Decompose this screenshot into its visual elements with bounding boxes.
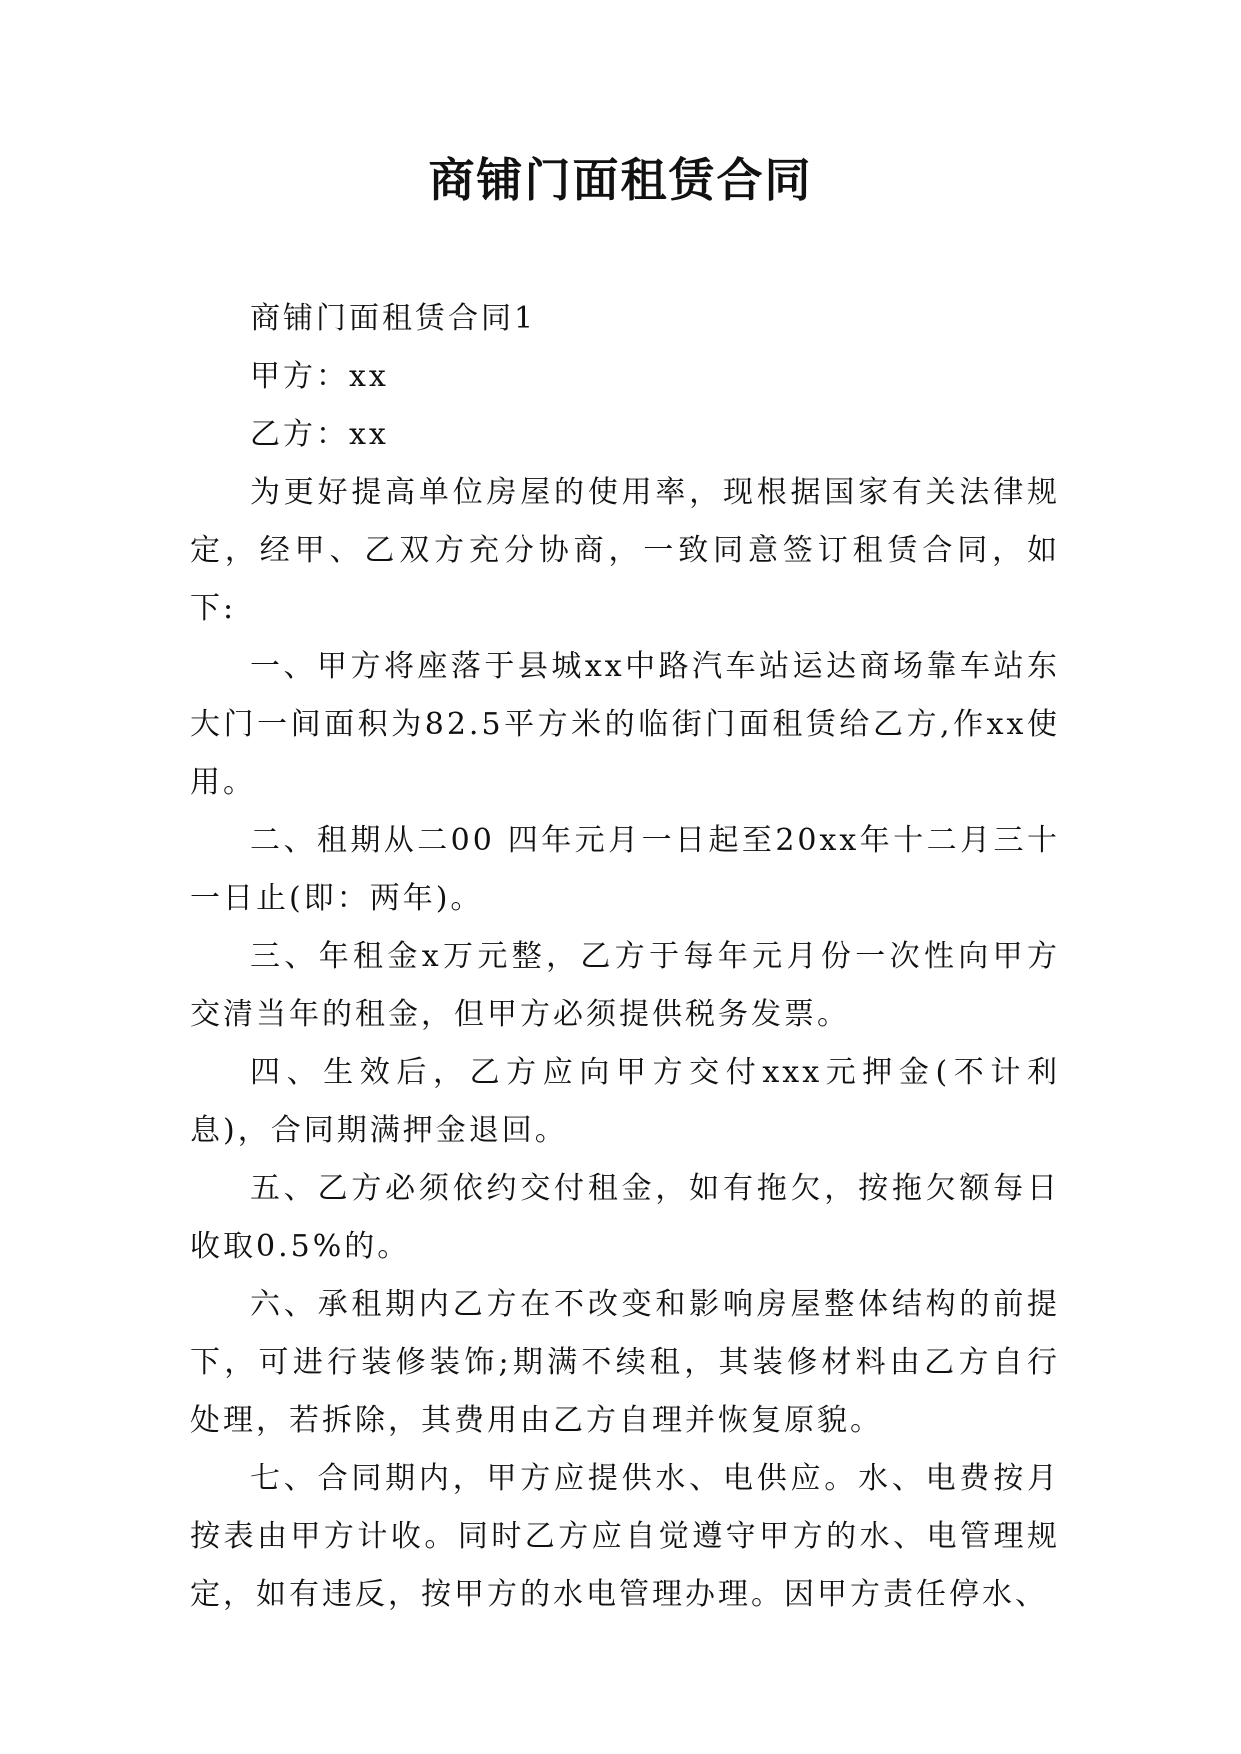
document-body	[190, 290, 1060, 1624]
clause-2: 二、租期从二00 四年元月一日起至20xx年十二月三十一日止(即：两年)。	[190, 823, 1060, 916]
clause-3: 三、年租金x万元整，乙方于每年元月份一次性向甲方交清当年的租金，但甲方必须提供税务发票。	[190, 939, 1060, 1032]
preamble-paragraph: 为更好提高单位房屋的使用率，现根据国家有关法律规定，经甲、乙双方充分协商，一致同意签订租赁合同，如下:	[190, 475, 1060, 626]
clause-1: 一、甲方将座落于县城xx中路汽车站运达商场靠车站东大门一间面积为82.5平方米的临街门面租赁给乙方,作xx使用。	[190, 649, 1060, 800]
contract-subtitle: 商铺门面租赁合同1	[250, 301, 537, 336]
clause-4: 四、生效后，乙方应向甲方交付xxx元押金(不计利息)，合同期满押金退回。	[190, 1055, 1060, 1148]
party-b: 乙方：xx	[250, 417, 389, 452]
clause-7: 七、合同期内，甲方应提供水、电供应。水、电费按月按表由甲方计收。同时乙方应自觉遵守甲方的水、电管理规定，如有违反，按甲方的水电管理办理。因甲方责任停水、	[190, 1461, 1060, 1612]
document-title: 商铺门面租赁合同	[428, 153, 813, 207]
clause-5: 五、乙方必须依约交付租金，如有拖欠，按拖欠额每日收取0.5%的。	[190, 1171, 1060, 1264]
clause-6: 六、承租期内乙方在不改变和影响房屋整体结构的前提下，可进行装修装饰;期满不续租，其装修材料由乙方自行处理，若拆除，其费用由乙方自理并恢复原貌。	[190, 1287, 1060, 1438]
party-a: 甲方：xx	[250, 359, 389, 394]
